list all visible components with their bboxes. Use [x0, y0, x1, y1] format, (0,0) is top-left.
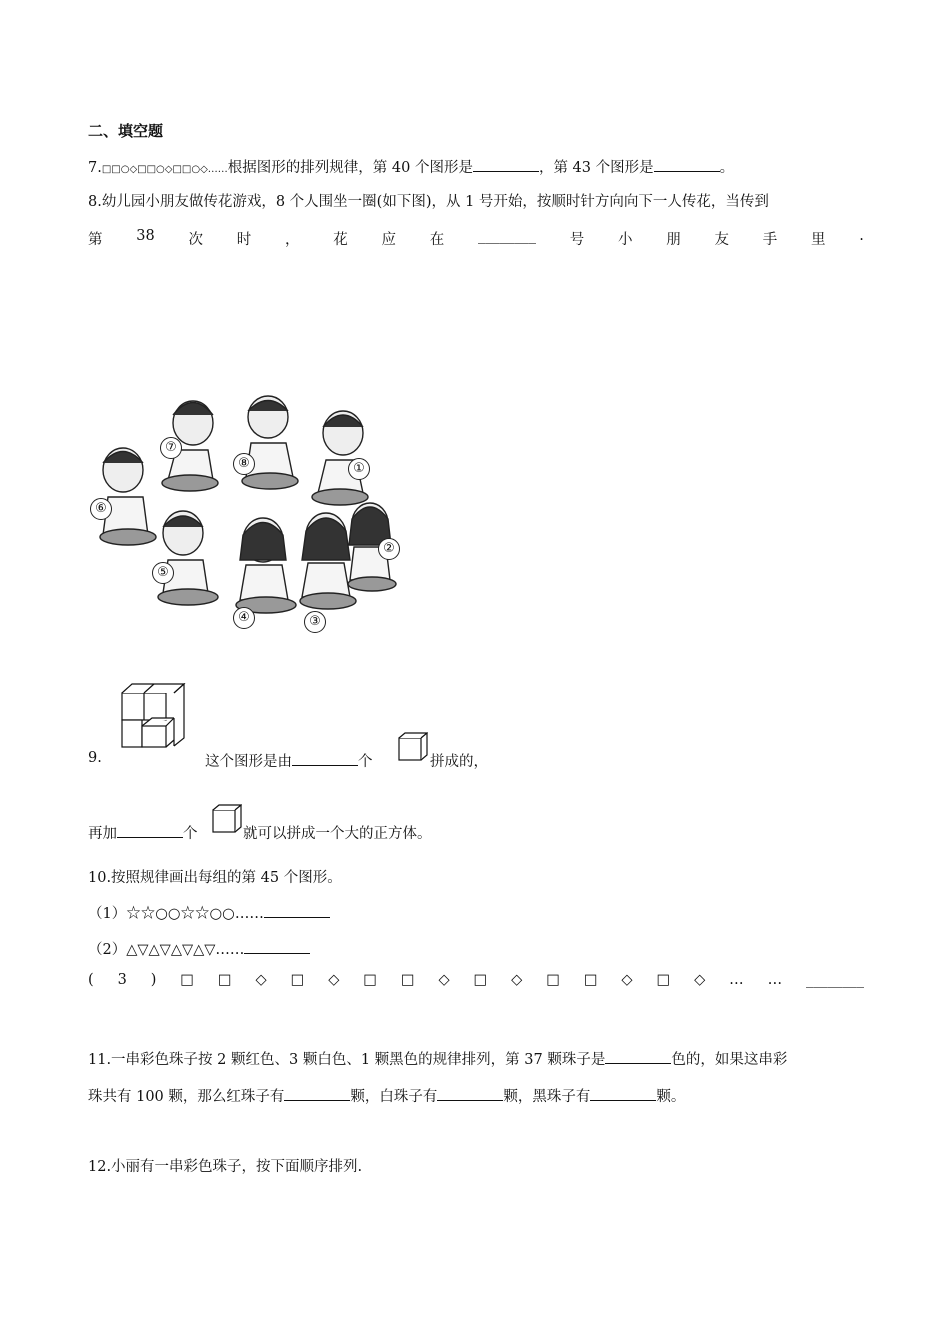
- text-token: □: [656, 972, 671, 988]
- answer-blank[interactable]: [244, 952, 310, 954]
- child-figure: [300, 513, 356, 609]
- question-8-line1: 8.幼儿园小朋友做传花游戏，8 个人围坐一圈(如下图)，从 1 号开始，按顺时针方向向下一人传花，当传到: [88, 194, 769, 210]
- text-token: ◇: [255, 972, 267, 988]
- section-heading: 二、填空题: [88, 122, 164, 140]
- text-token: 38: [136, 228, 155, 244]
- answer-blank[interactable]: [590, 1099, 656, 1101]
- question-10-title: 10.按照规律画出每组的第 45 个图形。: [88, 870, 342, 886]
- question-11-line2: 珠共有 100 颗，那么红珠子有 颗，白珠子有 颗，黑珠子有 颗。: [88, 1089, 686, 1105]
- cube-stack-drawing: [120, 683, 190, 753]
- text-token: ◇: [694, 972, 706, 988]
- text-token: ________: [805, 972, 864, 988]
- text-token: 在: [429, 232, 445, 248]
- text-token: …: [767, 972, 783, 988]
- text-token: ◇: [621, 972, 633, 988]
- child-number-5: ⑤: [152, 562, 174, 584]
- cube-stack-figure: [120, 683, 190, 757]
- answer-blank[interactable]: [284, 1099, 350, 1101]
- question-10-row-1: （1）☆☆○○☆☆○○……: [88, 902, 330, 923]
- child-number-1: ①: [348, 458, 370, 480]
- text-token: .: [859, 228, 864, 244]
- answer-blank[interactable]: [117, 836, 183, 838]
- question-9-line2: 再加 个: [88, 826, 198, 842]
- text-token: ________: [477, 228, 536, 244]
- question-9-line2-tail: 就可以拼成一个大的正方体。: [243, 826, 432, 842]
- text-token: 次: [188, 232, 203, 248]
- child-number-4: ④: [233, 607, 255, 629]
- text-token: ): [150, 972, 157, 988]
- question-10-row-2: （2）△▽△▽△▽△▽……: [88, 938, 310, 959]
- question-9-line1: 这个图形是由 个: [205, 754, 373, 770]
- cube-icon: [398, 732, 428, 766]
- text-token: 朋: [666, 232, 681, 248]
- question-9-tail: 拼成的，: [430, 754, 488, 770]
- child-figure: [242, 396, 298, 489]
- child-number-8: ⑧: [233, 453, 255, 475]
- answer-blank[interactable]: [605, 1062, 671, 1064]
- text-token: □: [217, 972, 232, 988]
- text-token: □: [363, 972, 377, 988]
- text-token: 友: [714, 232, 729, 248]
- text-token: ◇: [328, 972, 340, 988]
- answer-blank[interactable]: [473, 170, 539, 172]
- child-number-6: ⑥: [90, 498, 112, 520]
- child-number-3: ③: [304, 611, 326, 633]
- child-number-2: ②: [378, 538, 400, 560]
- text-token: □: [583, 972, 598, 988]
- text-token: 里: [810, 232, 826, 248]
- child-number-7: ⑦: [160, 437, 182, 459]
- text-token: □: [290, 972, 305, 988]
- question-10-row-3: [88, 972, 864, 988]
- text-token: 小: [617, 232, 633, 248]
- text-token: 第: [88, 232, 103, 248]
- text-token: □: [546, 972, 560, 988]
- shape-sequence: □□○◇□□○◇□□○◇……: [101, 164, 228, 175]
- children-circle-illustration: [88, 385, 408, 640]
- child-figure: [158, 511, 218, 605]
- answer-blank[interactable]: [292, 764, 358, 766]
- question-12: 12.小丽有一串彩色珠子，按下面顺序排列.: [88, 1159, 363, 1175]
- answer-blank[interactable]: [264, 916, 330, 918]
- text-token: □: [400, 972, 415, 988]
- text-token: 应: [381, 232, 396, 248]
- text-token: …: [729, 972, 744, 988]
- text-token: □: [180, 972, 194, 988]
- question-7: 7.□□○◇□□○◇□□○◇……根据图形的排列规律，第 40 个图形是 ，第 43 个图形是 。: [88, 160, 735, 176]
- text-token: ，: [284, 232, 300, 248]
- children-drawing: [88, 385, 408, 640]
- cube-icon: [212, 804, 242, 838]
- text-token: 手: [762, 232, 778, 248]
- text-token: ◇: [438, 972, 450, 988]
- text-token: 时: [236, 232, 252, 248]
- answer-blank[interactable]: [654, 170, 720, 172]
- child-figure: [100, 448, 156, 545]
- answer-blank[interactable]: [437, 1099, 503, 1101]
- text-token: □: [473, 972, 488, 988]
- text-token: ◇: [511, 972, 523, 988]
- child-figure: [236, 518, 296, 613]
- question-11-line1: 11.一串彩色珠子按 2 颗红色、3 颗白色、1 颗黑色的规律排列，第 37 颗珠子是 色的，如果这串彩: [88, 1052, 788, 1068]
- question-9-number: 9.: [88, 750, 102, 766]
- text-token: 号: [569, 232, 585, 248]
- text-token: 花: [333, 232, 348, 248]
- text-token: (: [88, 972, 94, 988]
- text-token: 3: [117, 972, 127, 988]
- question-8-line2: [88, 228, 864, 249]
